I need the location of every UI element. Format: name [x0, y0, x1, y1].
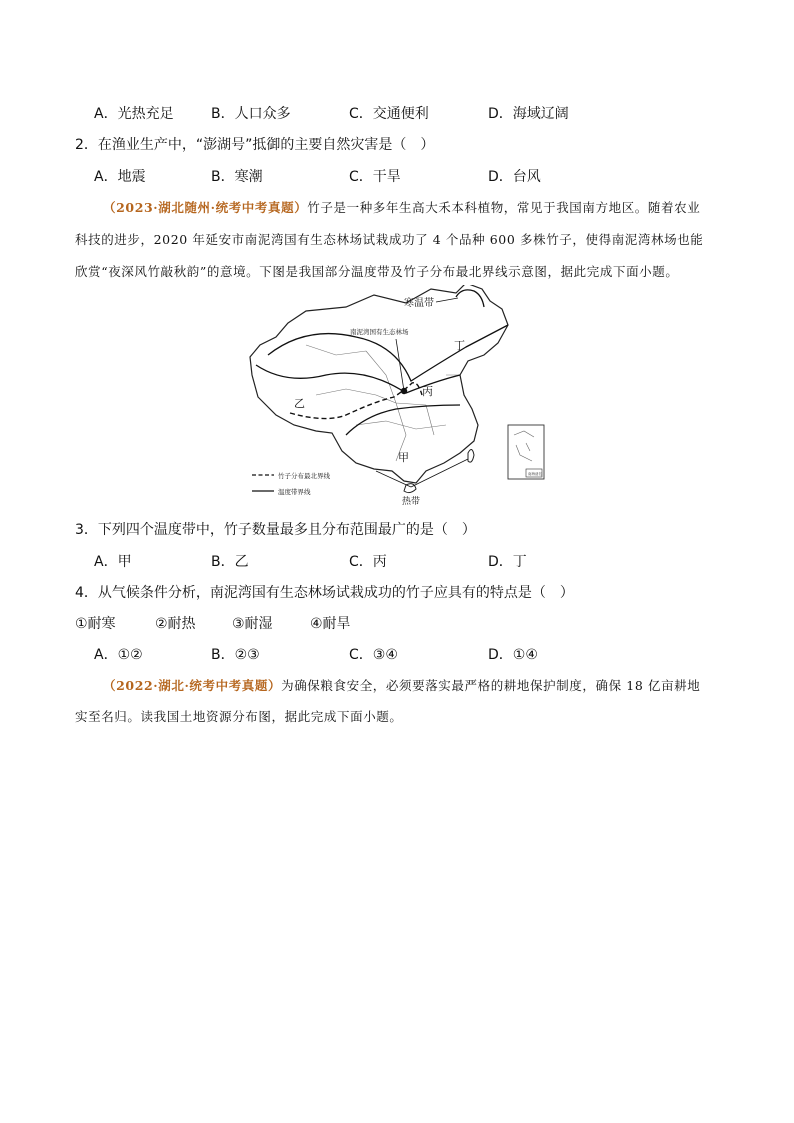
q4-stem: 4．从气候条件分析，南泥湾国有生态林场试栽成功的竹子应具有的特点是（ ） — [75, 585, 574, 601]
inset-label: 南海诸岛 — [528, 472, 542, 476]
province-lines — [306, 345, 460, 461]
q3-stem: 3．下列四个温度带中，竹子数量最多且分布范围最广的是（ ） — [75, 522, 476, 538]
passage2-source: （2022·湖北·统考中考真题） — [103, 678, 282, 693]
q2-option-b: B．寒潮 — [211, 169, 263, 185]
china-temperature-zone-map — [246, 285, 552, 507]
label-forest: 南泥湾国有生态林场 — [350, 328, 409, 336]
q1-option-b: B．人口众多 — [211, 106, 291, 122]
q4-option-a: A．①② — [94, 647, 143, 663]
q4-option-d: D．①④ — [488, 647, 538, 663]
label-jia: 甲 — [398, 451, 409, 464]
q4-choice-2: ②耐热 — [155, 616, 196, 632]
q3-option-a: A．甲 — [94, 554, 132, 570]
passage2-line1 — [103, 676, 700, 694]
label-cold-temperate: 寒温带 — [404, 298, 434, 309]
temp-boundary-3 — [346, 405, 460, 435]
q4-option-b: B．②③ — [211, 647, 260, 663]
q3-option-c: C．丙 — [349, 554, 387, 570]
label-yi: 乙 — [294, 397, 305, 410]
passage2-line2: 实至名归。读我国土地资源分布图，据此完成下面小题。 — [75, 709, 403, 724]
q3-option-b: B．乙 — [211, 554, 249, 570]
q1-option-a: A．光热充足 — [94, 106, 174, 122]
passage2-text1: 为确保粮食安全，必须要落实最严格的耕地保护制度，确保 18 亿亩耕地 — [281, 678, 701, 693]
label-ding: 丁 — [454, 339, 465, 352]
q2-stem: 2．在渔业生产中，“澎湖号”抵御的主要自然灾害是（ ） — [75, 137, 435, 153]
q2-option-a: A．地震 — [94, 169, 146, 185]
q1-option-d: D．海域辽阔 — [488, 106, 569, 122]
q4-choice-1: ①耐寒 — [75, 616, 116, 632]
passage1-line3: 欣赏“夜深风竹敲秋韵”的意境。下图是我国部分温度带及竹子分布最北界线示意图，据此完成下面小题。 — [75, 264, 679, 279]
q1-option-c: C．交通便利 — [349, 106, 429, 122]
temp-boundary-4 — [456, 290, 484, 307]
taiwan-island — [468, 449, 474, 462]
label-bing: 丙 — [422, 385, 433, 398]
q2-option-d: D．台风 — [488, 169, 541, 185]
passage1-line1 — [103, 198, 700, 216]
q4-option-c: C．③④ — [349, 647, 398, 663]
passage1-line2: 科技的进步，2020 年延安市南泥湾国有生态林场试栽成功了 4 个品种 600 多株竹子，使得南泥湾林场也能 — [75, 232, 704, 247]
passage1-source: （2023·湖北随州·统考中考真题） — [103, 200, 308, 215]
q3-option-d: D．丁 — [488, 554, 527, 570]
label-tropic: 热带 — [402, 497, 421, 507]
q4-choice-3: ③耐湿 — [232, 616, 273, 632]
q2-option-c: C．干旱 — [349, 169, 401, 185]
bamboo-northern-limit — [290, 383, 422, 419]
legend-bamboo: 竹子分布最北界线 — [278, 472, 330, 480]
q4-choice-4: ④耐旱 — [310, 616, 351, 632]
passage1-text1: 竹子是一种多年生高大禾本科植物，常见于我国南方地区。随着农业 — [307, 200, 701, 215]
legend-temp: 温度带界线 — [278, 488, 311, 496]
